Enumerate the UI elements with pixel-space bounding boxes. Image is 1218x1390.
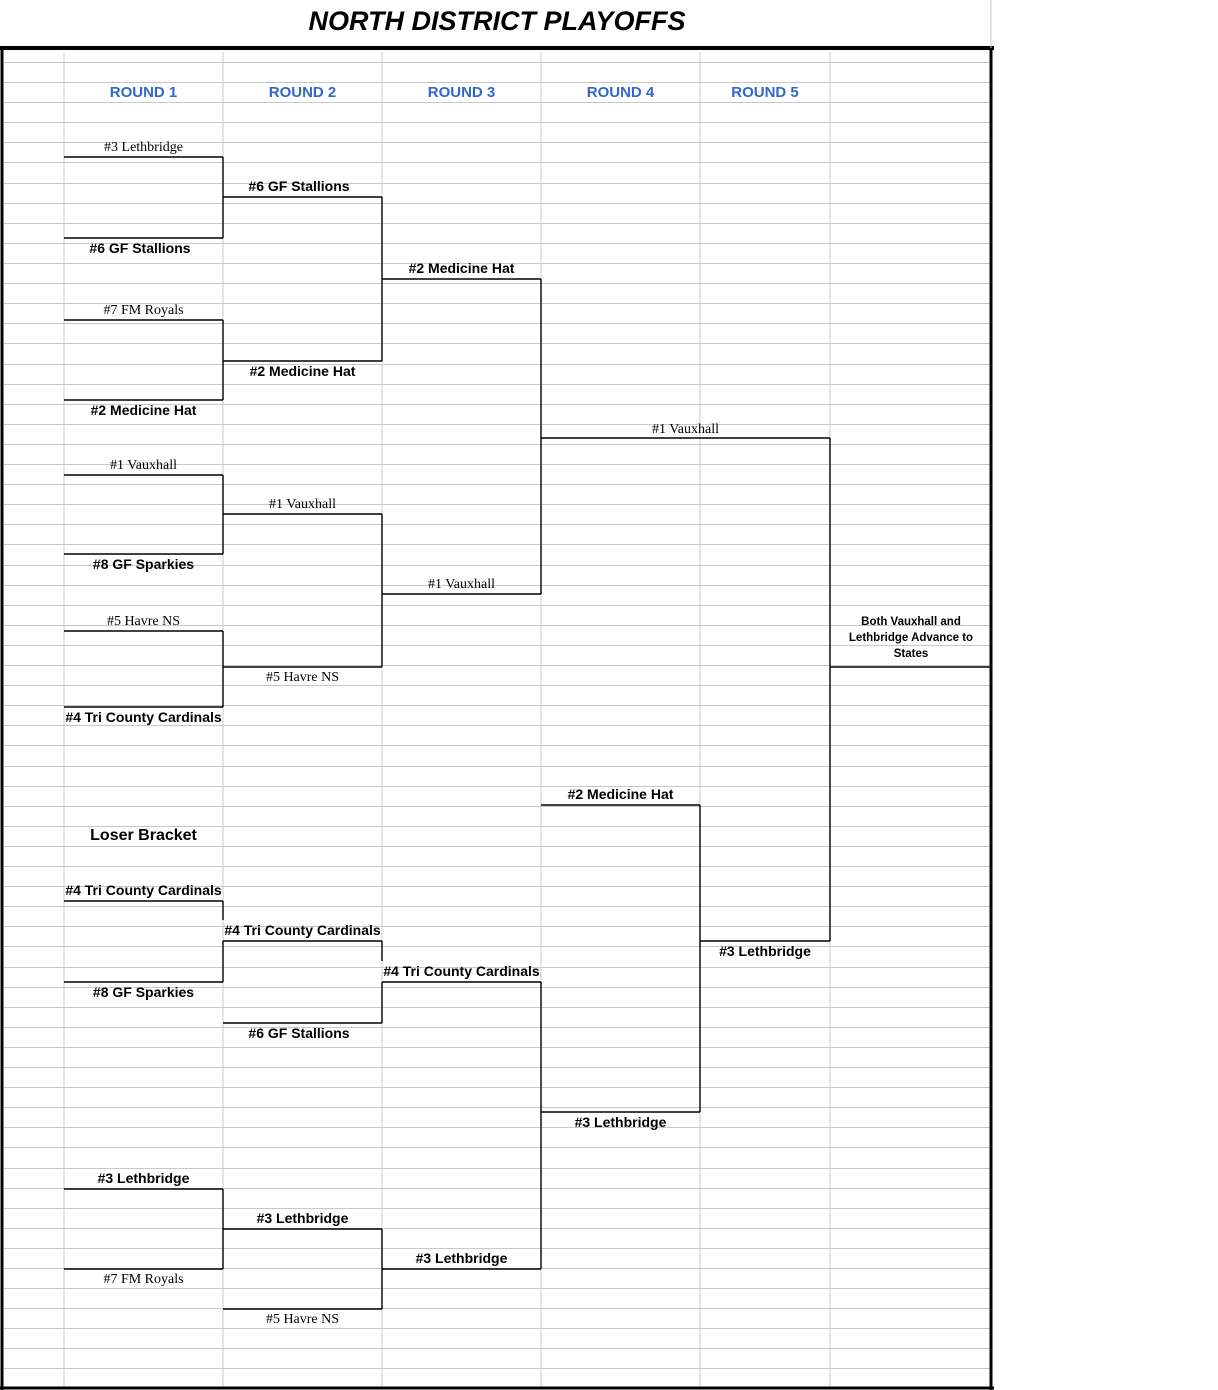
round-4-header: ROUND 4 bbox=[586, 84, 655, 101]
team-slot: #1 Vauxhall bbox=[268, 497, 336, 512]
team-slot: #5 Havre NS bbox=[106, 614, 181, 629]
team-slot: #3 Lethbridge bbox=[97, 1170, 190, 1186]
team-slot: #6 GF Stallions bbox=[89, 240, 191, 256]
team-slot: #5 Havre NS bbox=[265, 1312, 340, 1327]
team-slot: #3 Lethbridge bbox=[256, 1210, 349, 1226]
team-slot: #3 Lethbridge bbox=[574, 1114, 667, 1130]
team-slot: #8 GF Sparkies bbox=[92, 984, 195, 1000]
team-slot: #3 Lethbridge bbox=[415, 1250, 508, 1266]
round-3-header: ROUND 3 bbox=[427, 84, 496, 101]
advance-note: Both Vauxhall and Lethbridge Advance to States bbox=[848, 616, 974, 660]
round-5-header: ROUND 5 bbox=[731, 84, 799, 101]
team-slot: #1 Vauxhall bbox=[651, 422, 719, 437]
team-slot: #3 Lethbridge bbox=[104, 140, 183, 155]
team-slot: #6 GF Stallions bbox=[248, 178, 350, 194]
team-slot: #7 FM Royals bbox=[103, 1272, 184, 1287]
team-slot: #4 Tri County Cardinals bbox=[383, 963, 540, 979]
round-2-header: ROUND 2 bbox=[268, 84, 337, 101]
team-slot: #4 Tri County Cardinals bbox=[65, 882, 222, 898]
team-slot: #1 Vauxhall bbox=[109, 458, 177, 473]
page-title: NORTH DISTRICT PLAYOFFS bbox=[308, 6, 686, 36]
team-slot: #1 Vauxhall bbox=[427, 577, 495, 592]
team-slot: #2 Medicine Hat bbox=[567, 786, 674, 802]
team-slot: #7 FM Royals bbox=[103, 303, 184, 318]
team-slot: #6 GF Stallions bbox=[248, 1025, 350, 1041]
team-slot: #8 GF Sparkies bbox=[92, 556, 195, 572]
team-slot: #4 Tri County Cardinals bbox=[224, 922, 381, 938]
team-slot: #2 Medicine Hat bbox=[90, 402, 197, 418]
team-slot: #3 Lethbridge bbox=[719, 943, 811, 959]
team-slot: #2 Medicine Hat bbox=[408, 260, 515, 276]
team-slot: #4 Tri County Cardinals bbox=[65, 709, 222, 725]
team-slot: #5 Havre NS bbox=[265, 670, 340, 685]
round-1-header: ROUND 1 bbox=[109, 84, 178, 101]
team-slot: #2 Medicine Hat bbox=[249, 363, 356, 379]
loser-bracket-heading: Loser Bracket bbox=[90, 827, 197, 844]
